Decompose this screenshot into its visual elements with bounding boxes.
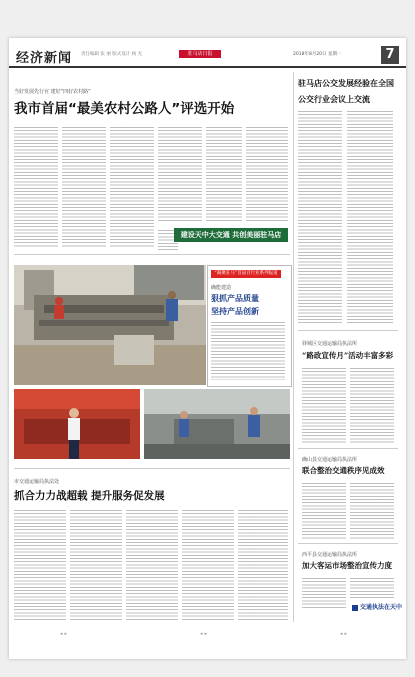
section-title: 经济新闻: [16, 51, 73, 66]
market-headline: 加大客运市场整治宣传力度: [302, 561, 392, 570]
main-headline: 我市首届“最美农村公路人”评选开始: [14, 101, 235, 117]
law-kicker: 市交通运输局执法处: [14, 479, 60, 485]
section-rule: [298, 543, 398, 544]
logo-icon: [352, 605, 358, 611]
series-red-tag: “凝聚驻马”首届百行业系列报道: [211, 270, 281, 278]
section-rule: [14, 468, 290, 469]
factory-photo-main: [14, 265, 206, 385]
section-rule: [298, 448, 398, 449]
section-rule: [14, 254, 290, 255]
month-body-text: [350, 368, 394, 444]
header-rule: [9, 66, 406, 68]
law-headline: 抓合力力战超载 提升服务促发展: [14, 490, 165, 502]
enforcement-logo: [352, 602, 402, 611]
worker-image: [14, 389, 140, 459]
footer-mark: ◂▸: [60, 631, 70, 637]
photo-kicker: 确能建造: [211, 285, 232, 291]
photo-body-text: [211, 322, 285, 380]
workshop-image: [144, 389, 290, 459]
factory-photo-left: [14, 389, 140, 459]
page-header: [9, 38, 406, 68]
footer-mark: ◂▸: [340, 631, 350, 637]
column-divider: [293, 472, 294, 622]
page-number: 7: [381, 46, 399, 64]
issue-date: 2018年8月20日 星期一: [293, 52, 342, 57]
main-body-text: [14, 127, 58, 247]
footer-mark: ◂▸: [200, 631, 210, 637]
photo-headline-line2: 坚持产品创新: [211, 306, 259, 316]
paper-logo: 驻马店日报: [179, 50, 221, 58]
bus-headline-line1: 驻马店公交发展经验在全国: [298, 78, 394, 88]
law-body-text: [182, 510, 234, 620]
law-body-text: [70, 510, 122, 620]
market-kicker: 西平县交通运输局执法所: [302, 552, 358, 558]
main-kicker: 当好发展先行官 建好“四好农村路”: [14, 89, 91, 95]
law-body-text: [14, 510, 66, 620]
logo-text: 交通执法在天中: [360, 604, 403, 611]
bus-body-text: [347, 111, 393, 323]
column-divider: [293, 72, 294, 472]
month-body-text: [302, 368, 346, 444]
slogan-banner: 建设天中大交通 共创美丽驻马店: [174, 228, 288, 242]
factory-photo-right: [144, 389, 290, 459]
order-body-text: [302, 483, 346, 539]
order-kicker: 确山县交通运输局执法所: [302, 457, 358, 463]
factory-machine-image: [14, 265, 206, 385]
month-kicker: 驿城区交通运输局执法所: [302, 341, 358, 347]
market-body-text: [350, 578, 394, 598]
main-body-text: [158, 127, 202, 222]
order-headline: 联合整治交通秩序见成效: [302, 466, 385, 475]
order-body-text: [350, 483, 394, 539]
main-body-text: [110, 127, 154, 247]
market-body-text: [302, 578, 346, 610]
law-body-text: [238, 510, 288, 620]
bus-body-text: [298, 111, 342, 323]
month-headline: “路政宣传月”活动丰富多彩: [302, 351, 394, 360]
photo-headline-line1: 狠抓产品质量: [211, 293, 259, 303]
main-body-text: [62, 127, 106, 247]
main-body-text: [206, 127, 242, 222]
bus-headline-line2: 公交行业会议上交流: [298, 94, 370, 104]
main-body-text: [246, 127, 288, 222]
section-rule: [298, 330, 398, 331]
law-body-text: [126, 510, 178, 620]
editor-meta: 责任编辑 张 丽 版式设计 杨 光: [81, 52, 143, 57]
